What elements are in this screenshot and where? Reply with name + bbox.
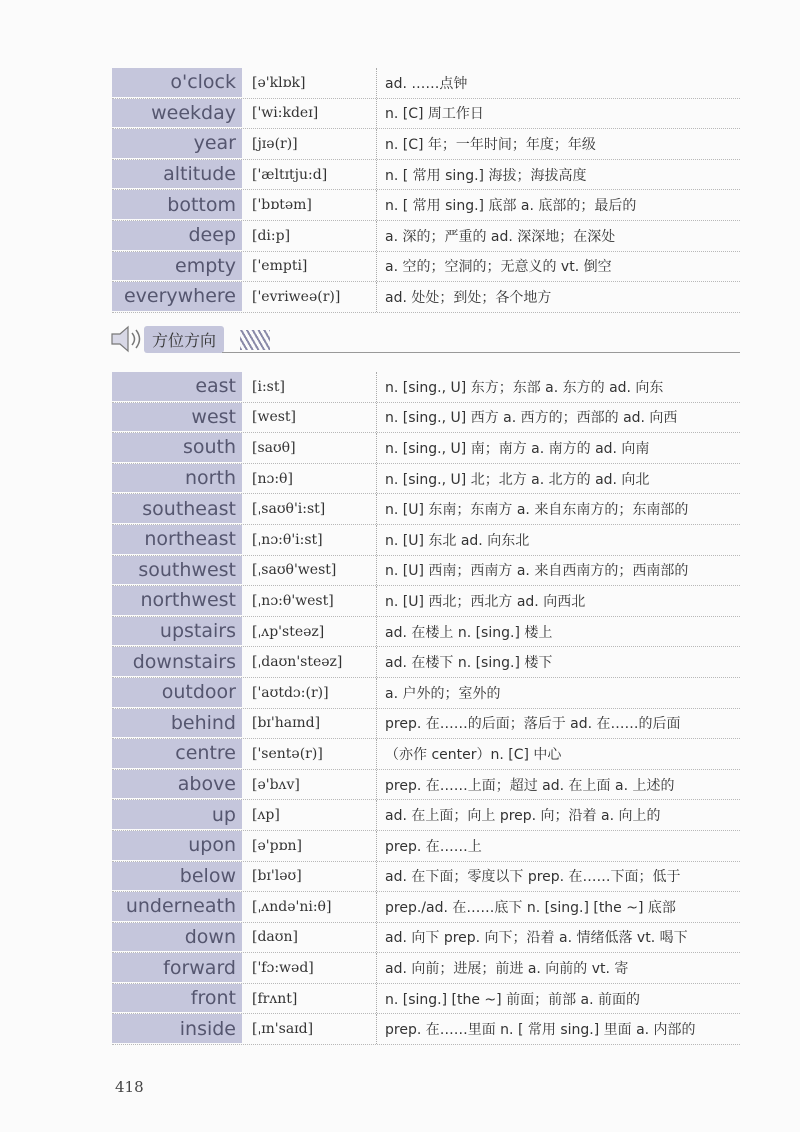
vocab-row [112, 678, 740, 709]
vocab-definition: ad. 在上面；向上 prep. 向；沿着 a. 向上的 [385, 808, 661, 825]
vocab-phonetic: [ə'klɒk] [242, 68, 377, 98]
vocab-word: south [112, 433, 242, 463]
vocab-row [112, 770, 740, 801]
vocab-word: outdoor [112, 678, 242, 708]
vocab-phonetic: [ə'pɒn] [242, 831, 377, 861]
vocab-phonetic: [ˌʌndə'ni:θ] [242, 892, 377, 922]
vocab-word: behind [112, 709, 242, 739]
section-decoration [240, 330, 270, 350]
vocab-phonetic: ['sentə(r)] [242, 739, 377, 769]
vocab-definition: a. 深的；严重的 ad. 深深地；在深处 [385, 228, 616, 245]
vocab-word: forward [112, 953, 242, 983]
vocab-definition: n. [sing.] [the ~] 前面；前部 a. 前面的 [385, 991, 641, 1008]
vocab-row [112, 923, 740, 954]
vocab-definition: n. [C] 周工作日 [385, 106, 484, 123]
vocab-phonetic: ['evriweə(r)] [242, 282, 377, 312]
vocab-row [112, 68, 740, 99]
vocab-row [112, 221, 740, 252]
vocab-phonetic: [nɔ:θ] [242, 464, 377, 494]
vocab-phonetic: [saʊθ] [242, 433, 377, 463]
vocab-row [112, 372, 740, 403]
vocab-word: centre [112, 739, 242, 769]
vocab-phonetic: [west] [242, 403, 377, 433]
vocab-word: southwest [112, 556, 242, 586]
vocab-word: below [112, 862, 242, 892]
vocab-definition: prep. 在……上面；超过 ad. 在上面 a. 上述的 [385, 777, 675, 794]
vocab-definition: n. [sing., U] 西方 a. 西方的；西部的 ad. 向西 [385, 410, 678, 427]
vocab-word: down [112, 923, 242, 953]
vocab-row [112, 800, 740, 831]
vocab-phonetic: ['fɔ:wəd] [242, 953, 377, 983]
vocab-definition: （亦作 center）n. [C] 中心 [385, 746, 562, 763]
vocab-word: everywhere [112, 282, 242, 312]
vocab-row [112, 556, 740, 587]
vocab-row [112, 494, 740, 525]
vocab-row [112, 586, 740, 617]
vocab-definition: ad. 在楼下 n. [sing.] 楼下 [385, 655, 553, 672]
vocab-row [112, 403, 740, 434]
section-header [112, 318, 740, 358]
vocab-definition: n. [U] 东北 ad. 向东北 [385, 532, 530, 549]
vocab-row [112, 129, 740, 160]
vocab-word: above [112, 770, 242, 800]
vocab-row [112, 831, 740, 862]
vocab-definition: n. [sing., U] 北；北方 a. 北方的 ad. 向北 [385, 471, 650, 488]
vocab-row [112, 709, 740, 740]
vocab-definition: prep. 在……的后面；落后于 ad. 在……的后面 [385, 716, 681, 733]
vocab-definition: n. [C] 年；一年时间；年度；年级 [385, 136, 596, 153]
vocab-table-top [112, 68, 740, 313]
vocab-definition: ad. 在下面；零度以下 prep. 在……下面；低于 [385, 869, 681, 886]
vocab-word: upstairs [112, 617, 242, 647]
vocab-definition: n. [ 常用 sing.] 底部 a. 底部的；最后的 [385, 198, 637, 215]
vocab-definition: n. [ 常用 sing.] 海拔；海拔高度 [385, 167, 587, 184]
section-title: 方位方向 [144, 326, 224, 353]
vocab-phonetic: ['æltɪtju:d] [242, 160, 377, 190]
vocab-definition: prep. 在……里面 n. [ 常用 sing.] 里面 a. 内部的 [385, 1022, 696, 1039]
vocab-row [112, 862, 740, 893]
vocab-definition: n. [sing., U] 东方；东部 a. 东方的 ad. 向东 [385, 379, 664, 396]
vocab-word: bottom [112, 190, 242, 220]
vocab-word: weekday [112, 99, 242, 129]
vocab-definition: ad. 向前；进展；前进 a. 向前的 vt. 寄 [385, 961, 629, 978]
vocab-row [112, 617, 740, 648]
vocab-phonetic: ['aʊtdɔ:(r)] [242, 678, 377, 708]
vocab-definition: n. [sing., U] 南；南方 a. 南方的 ad. 向南 [385, 440, 650, 457]
vocab-phonetic: [ˌnɔ:θ'west] [242, 586, 377, 616]
vocab-phonetic: [ʌp] [242, 800, 377, 830]
vocab-word: inside [112, 1014, 242, 1044]
vocab-row [112, 433, 740, 464]
vocab-phonetic: [di:p] [242, 221, 377, 251]
vocab-row [112, 647, 740, 678]
vocab-row [112, 1014, 740, 1045]
vocab-word: altitude [112, 160, 242, 190]
vocab-row [112, 282, 740, 313]
vocab-definition: n. [U] 西北；西北方 ad. 向西北 [385, 593, 586, 610]
vocab-word: west [112, 403, 242, 433]
vocab-definition: prep./ad. 在……底下 n. [sing.] [the ~] 底部 [385, 899, 676, 916]
vocab-phonetic: [ˌsaʊθ'i:st] [242, 494, 377, 524]
vocab-phonetic: ['bɒtəm] [242, 190, 377, 220]
vocab-definition: n. [U] 西南；西南方 a. 来自西南方的；西南部的 [385, 563, 689, 580]
vocab-word: up [112, 800, 242, 830]
section-divider [222, 352, 740, 353]
vocab-phonetic: [ˌnɔ:θ'i:st] [242, 525, 377, 555]
vocab-word: northeast [112, 525, 242, 555]
vocab-row [112, 464, 740, 495]
vocab-word: o'clock [112, 68, 242, 98]
vocab-phonetic: ['wi:kdeɪ] [242, 99, 377, 129]
vocab-word: empty [112, 252, 242, 282]
vocab-phonetic: [jɪə(r)] [242, 129, 377, 159]
vocab-definition: n. [U] 东南；东南方 a. 来自东南方的；东南部的 [385, 502, 689, 519]
vocab-row [112, 190, 740, 221]
page-number: 418 [115, 1078, 144, 1096]
vocab-table-bottom [112, 372, 740, 1045]
vocab-row [112, 739, 740, 770]
vocab-definition: a. 空的；空洞的；无意义的 vt. 倒空 [385, 259, 612, 276]
vocab-row [112, 252, 740, 283]
vocab-phonetic: [ə'bʌv] [242, 770, 377, 800]
vocab-row [112, 99, 740, 130]
vocab-row [112, 984, 740, 1015]
vocab-phonetic: [bɪ'ləʊ] [242, 862, 377, 892]
vocab-word: underneath [112, 892, 242, 922]
vocab-phonetic: [ˌʌp'steəz] [242, 617, 377, 647]
vocab-definition: ad. 在楼上 n. [sing.] 楼上 [385, 624, 553, 641]
vocab-word: front [112, 984, 242, 1014]
vocab-word: southeast [112, 494, 242, 524]
vocab-phonetic: [daʊn] [242, 923, 377, 953]
vocab-definition: ad. 处处；到处；各个地方 [385, 289, 552, 306]
vocab-phonetic: [ˌɪn'saɪd] [242, 1014, 377, 1044]
vocab-word: deep [112, 221, 242, 251]
vocab-row [112, 953, 740, 984]
vocab-definition: ad. 向下 prep. 向下；沿着 a. 情绪低落 vt. 喝下 [385, 930, 688, 947]
vocab-word: north [112, 464, 242, 494]
vocab-word: year [112, 129, 242, 159]
vocab-definition: prep. 在……上 [385, 838, 482, 855]
vocab-definition: ad. ……点钟 [385, 75, 468, 92]
vocab-row [112, 892, 740, 923]
vocab-phonetic: [i:st] [242, 372, 377, 402]
vocab-phonetic: [frʌnt] [242, 984, 377, 1014]
vocab-word: downstairs [112, 647, 242, 677]
vocab-word: east [112, 372, 242, 402]
vocab-row [112, 160, 740, 191]
vocab-definition: a. 户外的；室外的 [385, 685, 501, 702]
vocab-word: northwest [112, 586, 242, 616]
vocab-phonetic: ['empti] [242, 252, 377, 282]
vocab-phonetic: [bɪ'haɪnd] [242, 709, 377, 739]
vocab-word: upon [112, 831, 242, 861]
vocab-phonetic: [ˌdaʊn'steəz] [242, 647, 377, 677]
vocab-row [112, 525, 740, 556]
vocab-phonetic: [ˌsaʊθ'west] [242, 556, 377, 586]
